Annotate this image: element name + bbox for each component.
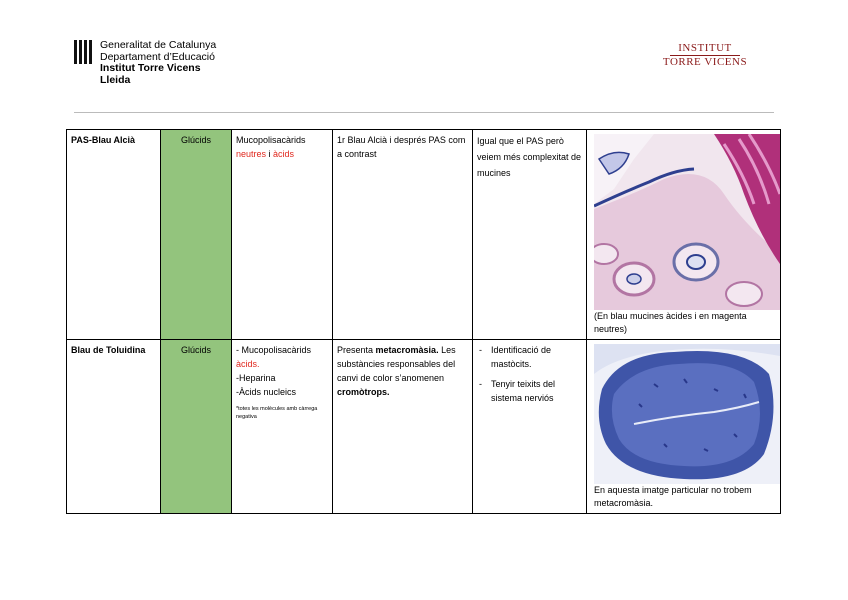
- substance-line-4: -Àcids nucleics: [236, 387, 297, 397]
- institution-line-3: Institut Torre Vicens: [100, 62, 201, 74]
- substance-red-1: neutres: [236, 149, 267, 159]
- group-cell: Glúcids: [161, 130, 232, 340]
- institution-line-1: Generalitat de Catalunya: [100, 39, 217, 51]
- observations-cell: [473, 340, 587, 514]
- generalitat-header: [74, 40, 216, 86]
- substance-text: Mucopolisacàrids: [236, 135, 306, 145]
- procedure-text-1: Presenta: [337, 345, 376, 355]
- torre-vicens-logo: [650, 42, 760, 68]
- substance-red-2: àcids: [273, 149, 295, 159]
- pas-alcian-micrograph: [594, 134, 780, 310]
- generalitat-logo-icon: [74, 40, 94, 66]
- institution-line-2: Departament d’Educació: [100, 50, 215, 63]
- logo-line-1: INSTITUT: [678, 42, 732, 54]
- image-cell: [587, 130, 781, 340]
- header-divider: [74, 112, 774, 113]
- procedure-bold-1: metacromàsia.: [375, 345, 439, 355]
- observations-list: [477, 343, 582, 405]
- procedure-text-2: Les substàncies responsables del canvi de color s’anomenen: [337, 345, 459, 383]
- toluidine-micrograph: [594, 344, 780, 484]
- list-item: - Tenyir teixits del sistema nerviós: [477, 377, 582, 405]
- institution-block: [100, 40, 216, 86]
- image-cell: [587, 340, 781, 514]
- image-caption: En aquesta imatge particular no trobem metacromàsia.: [594, 485, 752, 508]
- table-row: [67, 130, 781, 340]
- table-row: [67, 340, 781, 514]
- substance-line-3: -Heparina: [236, 373, 276, 383]
- list-item: - Identificació de mastòcits.: [477, 343, 582, 371]
- technique-cell: Blau de Toluidina: [67, 340, 161, 514]
- procedure-cell: [333, 340, 473, 514]
- group-cell: Glúcids: [161, 340, 232, 514]
- substance-line-1: - Mucopolisacàrids: [236, 345, 312, 355]
- staining-table: [66, 129, 781, 514]
- substance-conj: i: [266, 149, 274, 159]
- substance-cell: [232, 340, 333, 514]
- image-caption: (En blau mucines àcides i en magenta neutres): [594, 311, 747, 334]
- procedure-bold-2: cromòtrops.: [337, 387, 390, 397]
- substance-line-2: àcids.: [236, 359, 260, 369]
- institution-line-4: Lleida: [100, 73, 131, 86]
- logo-line-2: TORRE VICENS: [662, 56, 748, 68]
- substance-cell: [232, 130, 333, 340]
- observations-cell: Igual que el PAS però veiem més complexitat de mucines: [473, 130, 587, 340]
- procedure-cell: 1r Blau Alcià i després PAS com a contrast: [333, 130, 473, 340]
- substance-note: *totes les molècules amb càrrega negativa: [236, 406, 318, 420]
- technique-cell: PAS-Blau Alcià: [67, 130, 161, 340]
